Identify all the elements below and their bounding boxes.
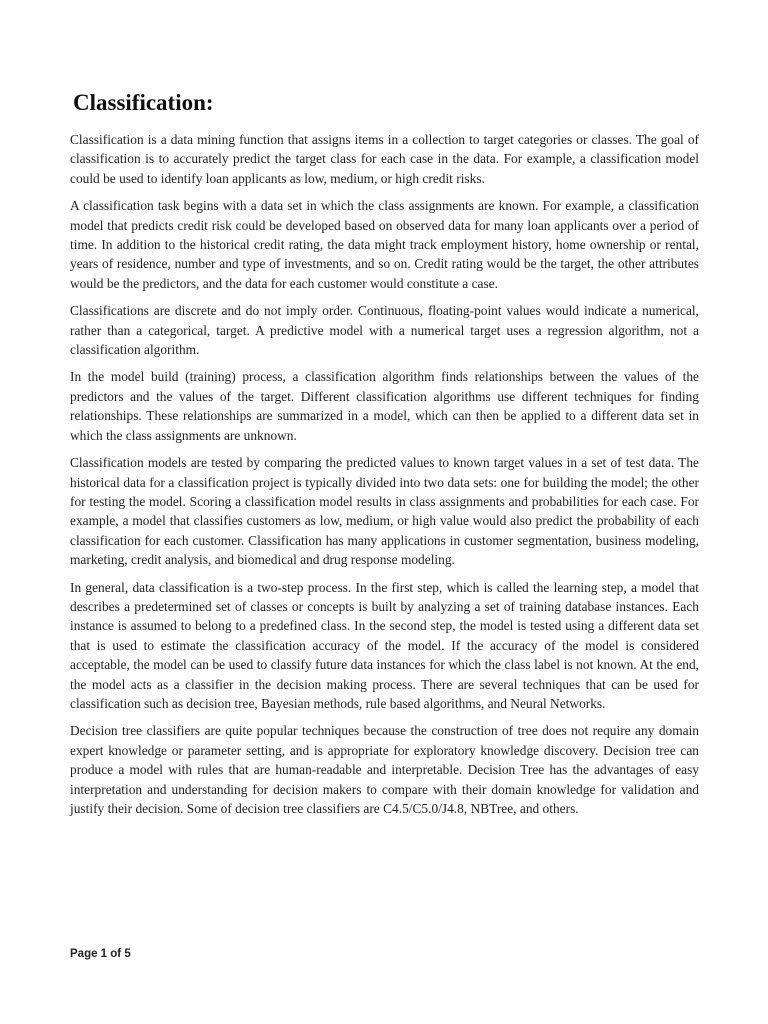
- paragraph-definition: Classification is a data mining function that assigns items in a collection to target categories or classes. The goal of classification is to accurately predict the target class for each case in the data. For example, a classification model could be used to identify loan applicants as low, medium, or high credit risks.: [70, 132, 699, 186]
- paragraph-discrete: Classifications are discrete and do not imply order. Continuous, floating-point values would indicate a numerical, rather than a categorical, target. A predictive model with a numerical target uses a regression algorithm, not a classification algorithm.: [70, 303, 699, 358]
- paragraph-two-step: In general, data classification is a two-step process. In the first step, which is called the learning step, a model that describes a predetermined set of classes or concepts is built by analyzing a set of training database instances. Each instance is assumed to belong to a predefined class. In the second step, the model is tested using a different data set that is used to estimate the classification accuracy of the model. If the accuracy of the model is considered acceptable, the model can be used to classify future data instances for which the class label is not known. At the end, the model acts as a classifier in the decision making process. There are several techniques that can be used for classification such as decision tree, Bayesian methods, rule based algorithms, and Neural Networks.: [70, 579, 699, 711]
- paragraph-decision-tree: Decision tree classifiers are quite popular techniques because the construction of tree does not require any domain expert knowledge or parameter setting, and is appropriate for exploratory knowledge discovery. Decision tree can produce a model with rules that are human-readable and interpretable. Decision Tree has the advantages of easy interpretation and understanding for decision makers to compare with their domain knowledge for validation and justify their decision. Some of decision tree classifiers are C4.5/C5.0/J4.8, NBTree, and others.: [70, 723, 699, 816]
- document-body: [70, 130, 699, 826]
- paragraph-testing: Classification models are tested by comparing the predicted values to known target values in a set of test data. The historical data for a classification project is typically divided into two data sets: one for building the model; the other for testing the model. Scoring a classification model results in class assignments and probabilities for each case. For example, a model that classifies customers as low, medium, or high value would also predict the probability of each classification for each customer. Classification has many applications in customer segmentation, business modeling, marketing, credit analysis, and biomedical and drug response modeling.: [70, 455, 699, 568]
- paragraph-task: A classification task begins with a data set in which the class assignments are known. For example, a classification model that predicts credit risk could be developed based on observed data for many loan applicants over a period of time. In addition to the historical credit rating, the data might track employment history, home ownership or rental, years of residence, number and type of investments, and so on. Credit rating would be the target, the other attributes would be the predictors, and the data for each customer would constitute a case.: [70, 198, 699, 291]
- page-title: Classification:: [73, 90, 214, 115]
- page-number: Page 1 of 5: [70, 948, 131, 960]
- paragraph-model-build: In the model build (training) process, a classification algorithm finds relationships between the values of the predictors and the values of the target. Different classification algorithms use different techniques for finding relationships. These relationships are summarized in a model, which can then be applied to a different data set in which the class assignments are unknown.: [70, 369, 699, 443]
